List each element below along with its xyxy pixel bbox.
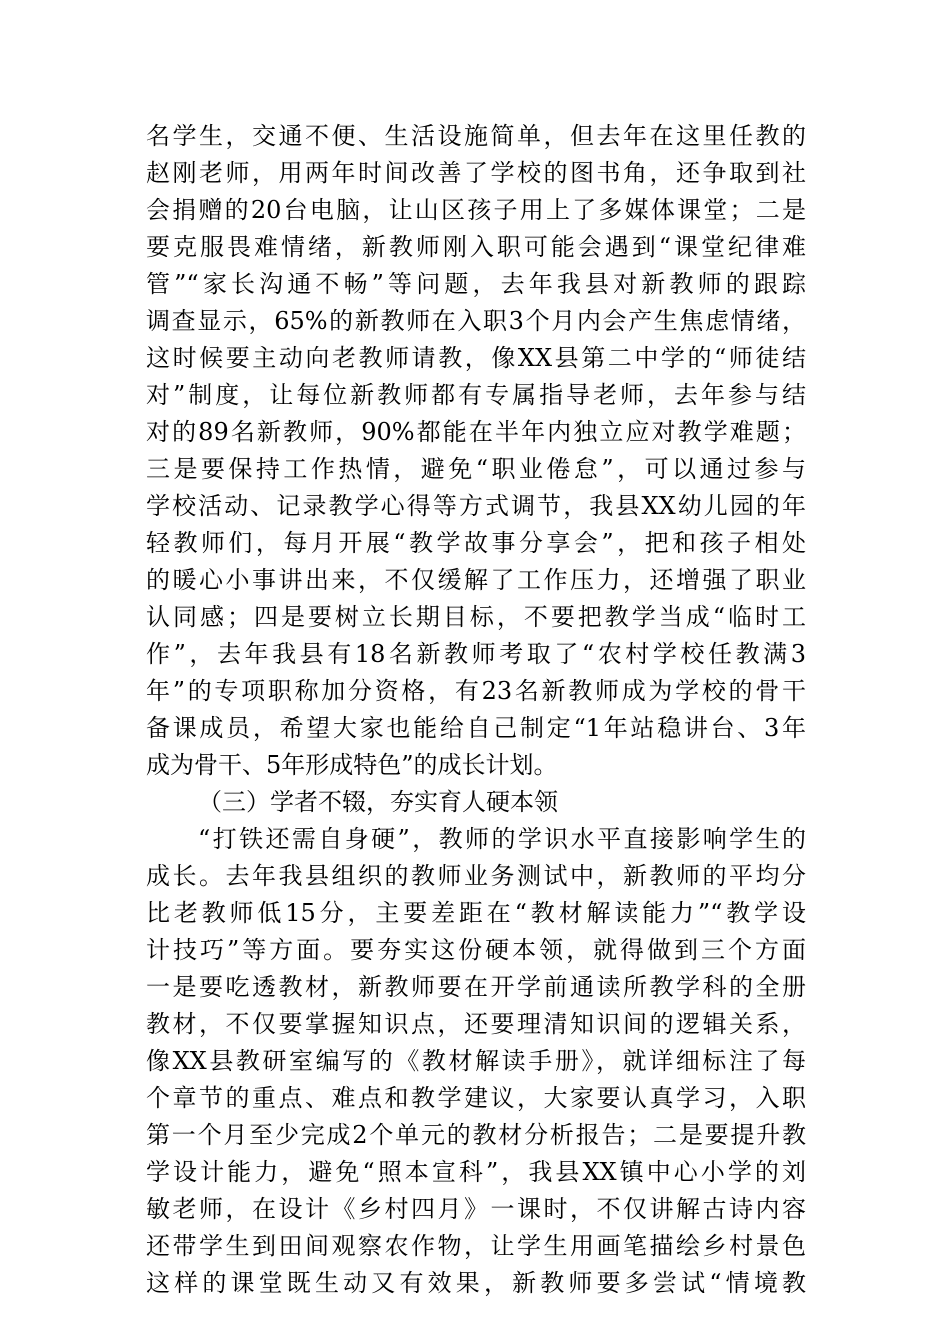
text-line: 像XX县教研室编写的《教材解读手册》，就详细标注了每 (146, 1047, 806, 1075)
text-line: 教材，不仅要掌握知识点，还要理清知识间的逻辑关系， (146, 1010, 806, 1038)
section-heading: （三）学者不辍，夯实育人硬本领 (198, 788, 558, 816)
text-line: 一是要吃透教材，新教师要在开学前通读所教学科的全册 (146, 973, 806, 1001)
text-line: 这时候要主动向老教师请教，像XX县第二中学的“师徒结 (146, 344, 806, 372)
text-line: 会捐赠的20台电脑，让山区孩子用上了多媒体课堂；二是 (146, 196, 806, 224)
text-line: 三是要保持工作热情，避免“职业倦怠”，可以通过参与 (146, 455, 806, 483)
text-line: 成长。去年我县组织的教师业务测试中，新教师的平均分 (146, 862, 806, 890)
text-line: 要克服畏难情绪，新教师刚入职可能会遇到“课堂纪律难 (146, 233, 806, 261)
text-line: 计技巧”等方面。要夯实这份硬本领，就得做到三个方面 (146, 936, 806, 964)
body-text (146, 118, 806, 1302)
text-line: 对的89名新教师，90%都能在半年内独立应对教学难题； (146, 418, 806, 446)
text-line: 学设计能力，避免“照本宣科”，我县XX镇中心小学的刘 (146, 1158, 806, 1186)
text-line: 作”，去年我县有18名新教师考取了“农村学校任教满3 (146, 640, 806, 668)
text-line: 管”“家长沟通不畅”等问题，去年我县对新教师的跟踪 (146, 270, 806, 298)
text-line: 比老教师低15分，主要差距在“教材解读能力”“教学设 (146, 899, 806, 927)
text-line: 调查显示，65%的新教师在入职3个月内会产生焦虑情绪， (146, 307, 806, 335)
text-line: 成为骨干、5年形成特色”的成长计划。 (146, 751, 558, 779)
text-line: 第一个月至少完成2个单元的教材分析报告；二是要提升教 (146, 1121, 806, 1149)
text-line: “打铁还需自身硬”，教师的学识水平直接影响学生的 (198, 825, 806, 853)
text-line: 对”制度，让每位新教师都有专属指导老师，去年参与结 (146, 381, 806, 409)
text-line: 认同感；四是要树立长期目标，不要把教学当成“临时工 (146, 603, 806, 631)
text-line: 赵刚老师，用两年时间改善了学校的图书角，还争取到社 (146, 159, 806, 187)
text-line: 备课成员，希望大家也能给自己制定“1年站稳讲台、3年 (146, 714, 806, 742)
text-line: 名学生，交通不便、生活设施简单，但去年在这里任教的 (146, 122, 806, 150)
text-line: 个章节的重点、难点和教学建议，大家要认真学习，入职 (146, 1084, 806, 1112)
text-line: 敏老师，在设计《乡村四月》一课时，不仅讲解古诗内容 (146, 1195, 806, 1223)
text-line: 的暖心小事讲出来，不仅缓解了工作压力，还增强了职业 (146, 566, 806, 594)
text-line: 还带学生到田间观察农作物，让学生用画笔描绘乡村景色 (146, 1232, 806, 1260)
text-line: 学校活动、记录教学心得等方式调节，我县XX幼儿园的年 (146, 492, 806, 520)
text-line: 这样的课堂既生动又有效果，新教师要多尝试“情境教 (146, 1269, 806, 1297)
text-line: 轻教师们，每月开展“教学故事分享会”，把和孩子相处 (146, 529, 806, 557)
text-line: 年”的专项职称加分资格，有23名新教师成为学校的骨干 (146, 677, 806, 705)
